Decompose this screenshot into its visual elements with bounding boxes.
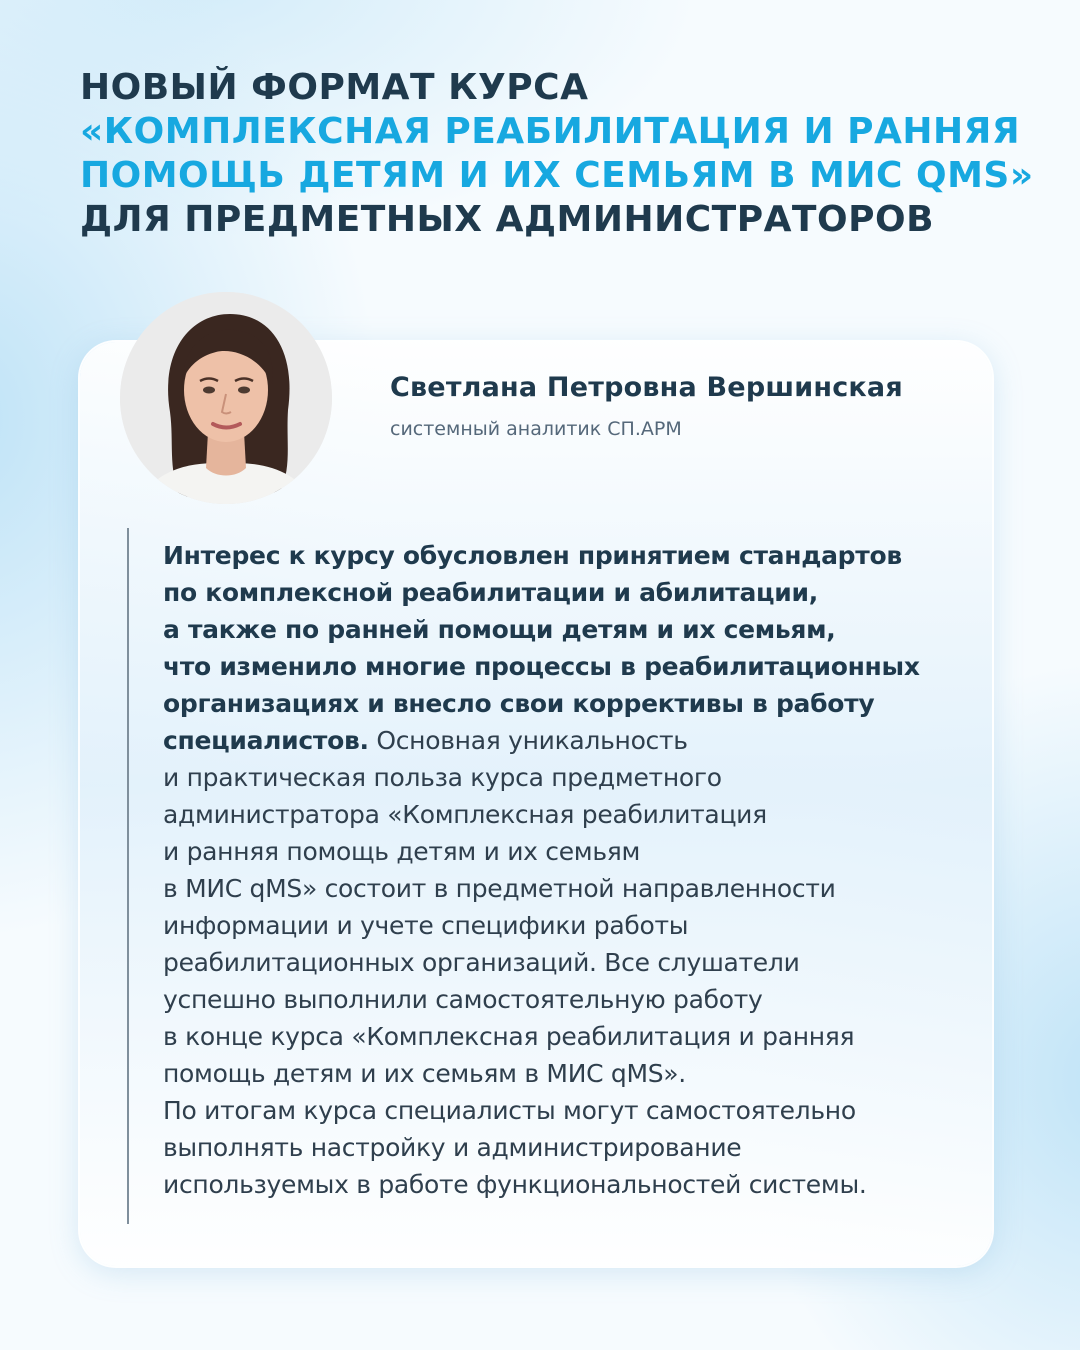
quote-mixed-bold: специалистов.: [163, 726, 369, 755]
quote-line: По итогам курса специалисты могут самостоятельно: [163, 1096, 856, 1125]
quote-bold-line: Интерес к курсу обусловлен принятием стандартов: [163, 541, 902, 570]
speaker-portrait-icon: [120, 292, 332, 504]
headline-line-2: «КОМПЛЕКСНАЯ РЕАБИЛИТАЦИЯ И РАННЯЯ: [80, 111, 1021, 152]
quote-bold-line: по комплексной реабилитации и абилитации,: [163, 578, 818, 607]
quote-line: используемых в работе функциональностей системы.: [163, 1170, 867, 1199]
quote-line: успешно выполнили самостоятельную работу: [163, 985, 763, 1014]
headline-line-4: ДЛЯ ПРЕДМЕТНЫХ АДМИНИСТРАТОРОВ: [80, 199, 935, 240]
quote-line: информации и учете специфики работы: [163, 911, 689, 940]
quote-bold-line: организациях и внесло свои коррективы в работу: [163, 689, 875, 718]
quote-divider: [127, 528, 129, 1224]
speaker-avatar: [120, 292, 332, 504]
quote-mixed-line: [163, 722, 983, 759]
quote-line: реабилитационных организаций. Все слушатели: [163, 948, 800, 977]
speaker-role: системный аналитик СП.АРМ: [390, 418, 682, 440]
quote-mixed-regular: Основная уникальность: [368, 726, 688, 755]
quote-line: администратора «Комплексная реабилитация: [163, 800, 767, 829]
quote-text: [163, 537, 983, 1203]
quote-line: в МИС qMS» состоит в предметной направленности: [163, 874, 836, 903]
quote-bold-line: что изменило многие процессы в реабилитационных: [163, 652, 920, 681]
speaker-name: Светлана Петровна Вершинская: [390, 372, 903, 403]
headline: [80, 66, 1040, 242]
quote-line: помощь детям и их семьям в МИС qMS».: [163, 1059, 686, 1088]
quote-bold-line: а также по ранней помощи детям и их семьям,: [163, 615, 836, 644]
quote-line: выполнять настройку и администрирование: [163, 1133, 742, 1162]
headline-line-3: ПОМОЩЬ ДЕТЯМ И ИХ СЕМЬЯМ В МИС QMS»: [80, 155, 1034, 196]
quote-line: и ранняя помощь детям и их семьям: [163, 837, 641, 866]
headline-line-1: НОВЫЙ ФОРМАТ КУРСА: [80, 67, 589, 108]
quote-line: в конце курса «Комплексная реабилитация и ранняя: [163, 1022, 855, 1051]
quote-line: и практическая польза курса предметного: [163, 763, 722, 792]
